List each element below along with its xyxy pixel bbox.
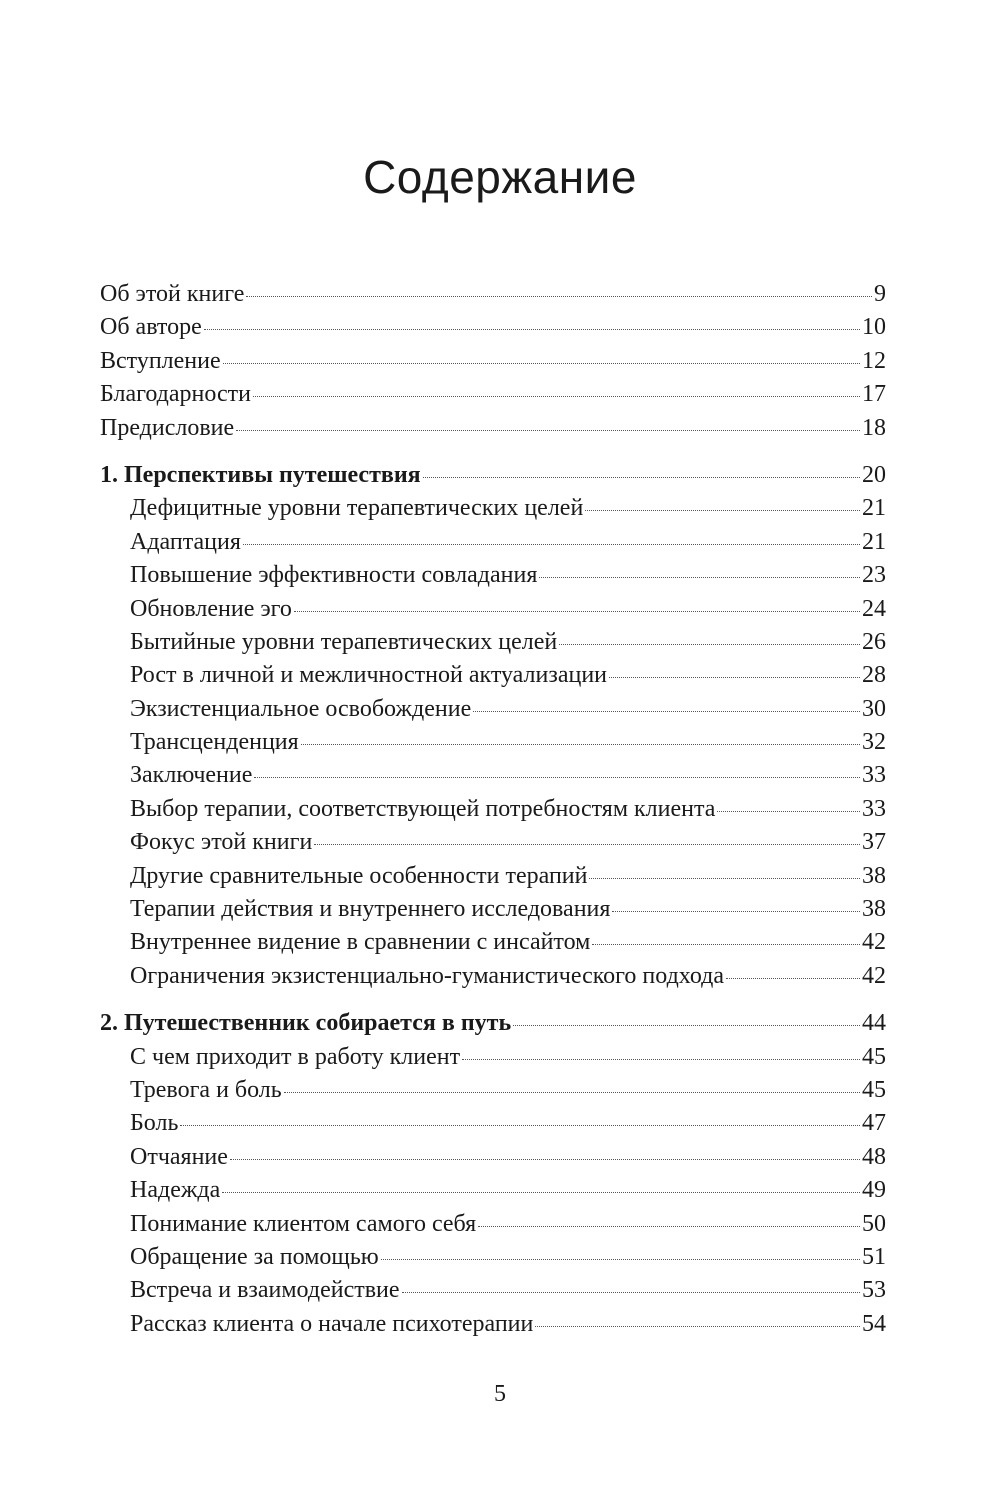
toc-entry-label: С чем приходит в работу клиент: [130, 1043, 461, 1070]
toc-entry[interactable]: [100, 1107, 886, 1140]
toc-entry-page: 37: [862, 829, 886, 856]
toc-entry-page: 42: [862, 962, 886, 989]
dot-leader: [589, 878, 860, 879]
dot-leader: [726, 978, 860, 979]
toc-entry[interactable]: [100, 1274, 886, 1307]
dot-leader: [301, 744, 860, 745]
toc-entry-page: 21: [862, 528, 886, 555]
dot-leader: [246, 296, 872, 297]
toc-entry-page: 54: [862, 1310, 886, 1337]
toc-entry-page: 38: [862, 896, 886, 923]
toc-entry[interactable]: [100, 759, 886, 792]
dot-leader: [585, 510, 860, 511]
toc-entry-label: Обновление эго: [130, 595, 292, 622]
dot-leader: [478, 1226, 860, 1227]
toc-entry[interactable]: [100, 559, 886, 592]
toc-entry-page: 50: [862, 1210, 886, 1237]
toc-entry-page: 32: [862, 729, 886, 756]
dot-leader: [236, 430, 860, 431]
toc-entry[interactable]: [100, 793, 886, 826]
toc-entry-page: 10: [862, 314, 886, 341]
toc-entry[interactable]: [100, 1074, 886, 1107]
toc-entry-label: Ограничения экзистенциально-гуманистического подхода: [130, 962, 725, 989]
toc-entry-label: Адаптация: [130, 528, 241, 555]
toc-chapter-2[interactable]: [100, 1007, 886, 1040]
toc-entry-label: Рассказ клиента о начале психотерапии: [130, 1310, 534, 1337]
toc-entry-page: 17: [862, 381, 886, 408]
toc-entry-label: Экзистенциальное освобождение: [130, 695, 472, 722]
table-of-contents: [100, 278, 886, 1341]
toc-entry-preface[interactable]: [100, 412, 886, 445]
toc-entry-about-author[interactable]: [100, 311, 886, 344]
chapter-title: 2. Путешественник собирается в путь: [100, 1010, 512, 1037]
toc-entry[interactable]: [100, 893, 886, 926]
chapter-title: 1. Перспективы путешествия: [100, 461, 421, 488]
toc-entry[interactable]: [100, 860, 886, 893]
dot-leader: [222, 1192, 860, 1193]
page-number: 5: [494, 1381, 506, 1407]
dot-leader: [423, 477, 860, 478]
toc-entry[interactable]: [100, 1308, 886, 1341]
toc-entry-page: 44: [862, 1010, 886, 1037]
toc-entry-page: 51: [862, 1243, 886, 1270]
toc-entry-page: 49: [862, 1177, 886, 1204]
toc-entry-page: 33: [862, 762, 886, 789]
toc-entry-label: Терапии действия и внутреннего исследования: [130, 896, 611, 923]
dot-leader: [535, 1326, 860, 1327]
toc-entry-page: 33: [862, 795, 886, 822]
section-gap: [100, 445, 886, 459]
toc-entry-page: 28: [862, 662, 886, 689]
toc-entry[interactable]: [100, 492, 886, 525]
toc-entry-label: Трансценденция: [130, 729, 299, 756]
toc-entry-label: Боль: [130, 1110, 179, 1137]
toc-entry-label: Об авторе: [100, 314, 202, 341]
toc-entry[interactable]: [100, 1208, 886, 1241]
dot-leader: [294, 611, 860, 612]
dot-leader: [180, 1125, 860, 1126]
toc-entry-page: 38: [862, 862, 886, 889]
toc-entry-label: Благодарности: [100, 381, 251, 408]
dot-leader: [473, 711, 860, 712]
dot-leader: [592, 944, 860, 945]
toc-entry-label: Отчаяние: [130, 1143, 228, 1170]
toc-entry-page: 23: [862, 562, 886, 589]
toc-entry-page: 21: [862, 495, 886, 522]
toc-entry-label: Обращение за помощью: [130, 1243, 379, 1270]
toc-entry-label: Тревога и боль: [130, 1076, 282, 1103]
dot-leader: [254, 777, 860, 778]
dot-leader: [253, 396, 860, 397]
toc-entry-label: Выбор терапии, соответствующей потребностям клиента: [130, 795, 716, 822]
toc-entry-page: 45: [862, 1076, 886, 1103]
dot-leader: [513, 1025, 860, 1026]
toc-entry-page: 26: [862, 628, 886, 655]
toc-entry[interactable]: [100, 693, 886, 726]
toc-entry-label: Внутреннее видение в сравнении с инсайтом: [130, 929, 591, 956]
toc-entry-page: 12: [862, 347, 886, 374]
toc-entry[interactable]: [100, 1041, 886, 1074]
toc-entry-page: 53: [862, 1277, 886, 1304]
toc-entry-label: Вступление: [100, 347, 221, 374]
toc-entry-label: Другие сравнительные особенности терапий: [130, 862, 588, 889]
dot-leader: [314, 844, 860, 845]
dot-leader: [402, 1292, 860, 1293]
toc-entry-page: 45: [862, 1043, 886, 1070]
dot-leader: [230, 1159, 860, 1160]
dot-leader: [609, 677, 860, 678]
toc-entry-label: Надежда: [130, 1177, 221, 1204]
toc-entry[interactable]: [100, 626, 886, 659]
section-gap: [100, 993, 886, 1007]
toc-entry[interactable]: [100, 1241, 886, 1274]
dot-leader: [284, 1092, 860, 1093]
toc-entry-page: 47: [862, 1110, 886, 1137]
toc-entry-label: Бытийные уровни терапевтических целей: [130, 628, 558, 655]
toc-entry[interactable]: [100, 659, 886, 692]
toc-entry[interactable]: [100, 526, 886, 559]
toc-entry[interactable]: [100, 926, 886, 959]
toc-entry-page: 20: [862, 461, 886, 488]
toc-entry-label: Понимание клиентом самого себя: [130, 1210, 477, 1237]
toc-entry-introduction[interactable]: [100, 345, 886, 378]
toc-entry[interactable]: [100, 826, 886, 859]
dot-leader: [612, 911, 860, 912]
toc-entry-page: 9: [874, 281, 886, 307]
dot-leader: [204, 329, 860, 330]
toc-chapter-1[interactable]: [100, 459, 886, 492]
toc-entry[interactable]: [100, 960, 886, 993]
toc-entry-label: Заключение: [130, 762, 253, 789]
toc-entry-acknowledgements[interactable]: [100, 378, 886, 411]
toc-entry-label: Встреча и взаимодействие: [130, 1277, 400, 1304]
toc-entry-page: 30: [862, 695, 886, 722]
toc-entry-page: 18: [862, 414, 886, 441]
dot-leader: [381, 1259, 860, 1260]
toc-entry-page: 24: [862, 595, 886, 622]
toc-entry-about-book[interactable]: [100, 278, 886, 311]
toc-entry-label: Дефицитные уровни терапевтических целей: [130, 495, 584, 522]
toc-entry[interactable]: [100, 593, 886, 626]
toc-entry-label: Предисловие: [100, 414, 235, 441]
dot-leader: [243, 544, 860, 545]
dot-leader: [539, 577, 860, 578]
dot-leader: [462, 1059, 860, 1060]
dot-leader: [717, 811, 860, 812]
toc-entry-page: 48: [862, 1143, 886, 1170]
toc-entry-label: Фокус этой книги: [130, 829, 313, 856]
toc-entry[interactable]: [100, 1174, 886, 1207]
dot-leader: [223, 363, 860, 364]
toc-entry-label: Повышение эффективности совладания: [130, 562, 538, 589]
dot-leader: [559, 644, 860, 645]
toc-entry-label: Об этой книге: [100, 281, 245, 307]
toc-entry-page: 42: [862, 929, 886, 956]
page-title: Содержание: [363, 151, 637, 203]
toc-entry[interactable]: [100, 1141, 886, 1174]
toc-entry[interactable]: [100, 726, 886, 759]
toc-entry-label: Рост в личной и межличностной актуализации: [130, 662, 608, 689]
